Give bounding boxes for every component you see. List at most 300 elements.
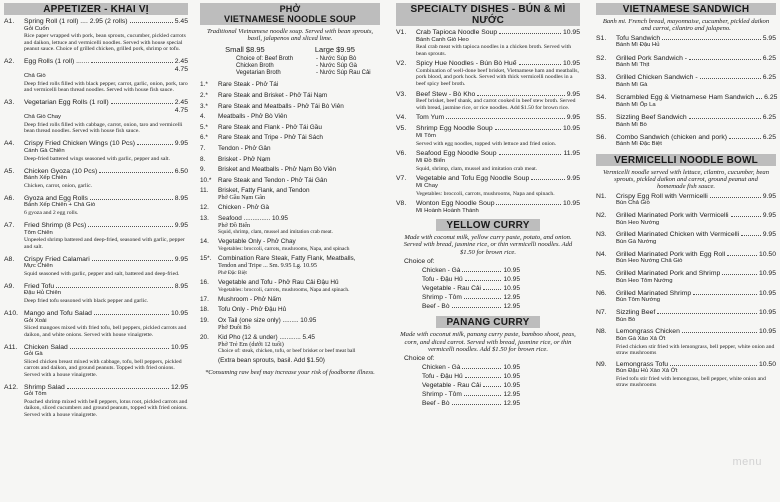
menu-item (596, 361, 776, 389)
sandwich-intro: Banh mi. French bread, mayonnaise, cucumber, pickled daikon and carrot, cilantro and jalapeno. (602, 18, 770, 33)
item-code: N5. (596, 270, 607, 278)
leader-dots (462, 368, 501, 369)
item-name-line (596, 55, 776, 63)
item-name-line (596, 361, 776, 369)
broth-option (236, 56, 380, 63)
broth-vietnamese: - Nước Súp Gà (316, 63, 357, 70)
vermicelli-list (596, 193, 776, 389)
item-name: Fried Tofu (24, 282, 55, 290)
item-name: Egg Rolls (1 roll) ....... (24, 58, 90, 65)
item-price: 6.25 (762, 113, 776, 121)
item-description: Sliced mangoes mixed with fried tofu, bell peppers, pickled carrots and daikon, and white onions. Served with house vinaigrette. (24, 325, 187, 338)
sandwich-list (596, 35, 776, 149)
item-code: V1. (396, 29, 407, 36)
item-name: Grilled Marinated Pork with Vermicelli (616, 212, 729, 220)
leader-dots (465, 280, 502, 281)
item-code: A7. (4, 221, 15, 229)
item-price: 8.95 (174, 194, 188, 202)
item-code: N1. (596, 192, 607, 200)
item-name: Sizzling Beef Sandwich (616, 113, 687, 121)
item-price: 10.95 (562, 29, 580, 36)
item-price: 6.25 (762, 133, 776, 141)
leader-dots (741, 235, 761, 236)
item-vietnamese-name: Gỏi Tôm (24, 391, 47, 398)
pho-item-vietnamese: Phở Đuôi Bò (218, 323, 251, 331)
curry-option (422, 382, 520, 390)
item-code: A12. (4, 383, 18, 391)
item-vietnamese-name: Bún Chả Giò (616, 200, 650, 207)
menu-item (596, 74, 776, 89)
pho-item-name: Combination Rare Steak, Fatty Flank, Meatballs, (218, 255, 356, 263)
item-name-line (4, 222, 188, 230)
item-name: Chicken Salad (24, 343, 68, 351)
curry-option-name: Tofu - Đậu Hủ (422, 276, 463, 284)
item-vietnamese-name: Bánh Mì Đậu Hủ (616, 42, 660, 49)
pho-item-code: 13. (200, 214, 209, 222)
item-name: Grilled Marinated Chicken with Vermicelli (616, 231, 740, 239)
pho-item-code: 14. (200, 238, 209, 246)
item-name-line (596, 212, 776, 220)
pho-item-name: Rare Steak and Brisket - Phở Tái Nạm (218, 92, 328, 100)
item-name: Shrimp Salad (24, 383, 65, 391)
curry-option-price: 10.95 (503, 382, 520, 390)
pho-item-vietnamese: Phở Đồ Biển (218, 221, 251, 229)
sandwich-title: VIETNAMESE SANDWICH (596, 3, 776, 15)
item-price: 9.95 (174, 140, 188, 148)
item-name: Beef Stew - Bò Kho (416, 90, 476, 98)
item-name-line (4, 344, 188, 352)
item-name: Grilled Marinated Pork with Egg Roll (616, 250, 726, 258)
menu-item (396, 125, 580, 147)
broth-list (236, 56, 380, 78)
item-name: Crispy Egg Roll with Vermicelli (616, 192, 708, 200)
item-code: N3. (596, 231, 607, 239)
leader-dots (130, 22, 173, 23)
appetizer-column (0, 0, 192, 502)
menu-item (596, 270, 776, 285)
item-code: A1. (4, 18, 15, 25)
curry-option-name: Beef - Bò (422, 400, 450, 408)
item-vietnamese-name: Chả Giò Chay (24, 114, 61, 121)
item-price: 6.25 (762, 54, 776, 62)
item-vietnamese-name: Bánh Xếp Chiên (24, 175, 67, 182)
item-code: N9. (596, 360, 607, 368)
item-vietnamese-name: Bánh Xếp Chiên + Chả Giò (24, 202, 96, 209)
leader-dots (94, 314, 169, 315)
pho-title-main: PHỞ (279, 4, 301, 14)
pho-item-code: 9. (200, 166, 206, 174)
item-name: Tom Yum (416, 114, 445, 122)
pho-subtitle: VIETNAMESE NOODLE SOUP (224, 14, 356, 24)
item-code: N6. (596, 289, 607, 297)
curry-option-name: Tofu - Đậu Hủ (422, 373, 463, 381)
item-code: N8. (596, 328, 607, 336)
curry-option (422, 294, 520, 302)
leader-dots (446, 118, 565, 119)
item-name: Fried Shrimp (8 Pcs) (24, 221, 87, 229)
item-vietnamese-name: Bún Bò (616, 316, 636, 323)
pho-item (200, 92, 380, 99)
appetizer-list (4, 18, 188, 418)
pho-sizes (200, 45, 380, 54)
item-price: 6.50 (174, 167, 188, 175)
appetizer-title: APPETIZER - KHAI VỊ (4, 3, 188, 15)
menu-item (4, 168, 188, 190)
curry-option-name: Shrimp - Tôm (422, 391, 462, 399)
leader-dots (682, 332, 757, 333)
item-code: A2. (4, 58, 15, 65)
item-price: 10.95 (758, 328, 776, 336)
pho-column (194, 0, 384, 502)
pho-item-name: Vegetable and Tofu - Phở Rau Cải Đậu Hủ (218, 278, 339, 286)
item-vietnamese-name: Bánh Mì Gà (616, 81, 648, 88)
leader-dots (657, 313, 757, 314)
panang-curry-options (396, 364, 580, 408)
leader-dots (693, 294, 757, 295)
menu-item (4, 58, 188, 94)
vermicelli-title: VERMICELLI NOODLE BOWL (596, 154, 776, 166)
item-description: 6 gyoza and 2 egg rolls. (24, 209, 79, 216)
item-price: 9.95 (566, 114, 580, 122)
pho-item-code: 20. (200, 333, 209, 341)
item-name-line (596, 74, 776, 82)
menu-item (396, 60, 580, 87)
pho-item (200, 279, 380, 286)
menu-item (596, 193, 776, 208)
item-name: Grilled Chicken Sandwich - (616, 74, 698, 82)
yellow-curry-title: YELLOW CURRY (436, 219, 540, 231)
pho-item-vietnamese: Tendon and Tripe ... Sm. 9.95 Lg. 10.95 (218, 262, 317, 270)
item-code: N2. (596, 212, 607, 220)
item-price: 10.95 (170, 309, 188, 317)
pho-item-vietnamese: Phở Gầu Nạm Gân (218, 194, 266, 202)
item-name-line (396, 150, 580, 158)
curry-option-price: 10.95 (503, 276, 520, 284)
menu-item (396, 114, 580, 122)
item-name-line (4, 168, 188, 176)
item-code: A6. (4, 194, 15, 202)
leader-dots (499, 154, 562, 155)
item-description: Rice paper wrapped with pork, bean sprouts, cucumber, pickled carrots and daikon, lettuce and vermicelli noodles. Served with house special peanut sauce. Choice of grilled chicken, grilled pork, shrimp or tofu. (24, 33, 186, 52)
specialty-list (396, 29, 580, 216)
menu-item (4, 256, 188, 278)
pho-item-code: 3.* (200, 102, 208, 110)
leader-dots (56, 287, 173, 288)
menu-item (596, 114, 776, 129)
item-vietnamese-name: Bánh Mì Thịt (616, 62, 650, 69)
menu-item (4, 222, 188, 250)
watermark: menu (732, 456, 762, 468)
curry-option (422, 276, 520, 284)
pho-item (200, 296, 380, 303)
pho-item-code: 6.* (200, 134, 208, 142)
pho-extra: (Extra bean sprouts, basil. Add $1.50) (218, 357, 325, 365)
menu-item (4, 99, 188, 135)
leader-dots (483, 386, 501, 387)
pho-item-name: Vegetable Only - Phở Chay (218, 238, 296, 246)
item-name-line (4, 58, 188, 66)
panang-choice-label: Choice of: (404, 355, 435, 363)
pho-item-description: Phở Đặc Biệt (218, 269, 247, 276)
item-name: Combo Sandwich (chicken and pork) (616, 133, 728, 141)
leader-dots (710, 197, 761, 198)
item-name: Seafood Egg Noodle Soup (416, 150, 497, 158)
leader-dots (700, 78, 761, 79)
item-price2-line (4, 107, 188, 115)
leader-dots (88, 226, 172, 227)
item-code: S5. (596, 113, 607, 121)
menu-item (596, 290, 776, 305)
pho-item-name: Rare Steak and Tendon - Phở Tái Gân (218, 176, 328, 184)
item-description: Squid seasoned with garlic, pepper and salt, battered and deep-fried. (24, 270, 180, 277)
item-code: S4. (596, 94, 607, 102)
leader-dots (519, 64, 561, 65)
item-price: 10.95 (758, 308, 776, 316)
pho-item-code: 15*. (200, 255, 212, 263)
item-description: Served with egg noodles, topped with lettuce and fried onion. (416, 140, 557, 147)
leader-dots (689, 118, 761, 119)
pho-item-code: 17. (200, 295, 209, 303)
pho-item-code: 16. (200, 278, 209, 286)
item-code: A5. (4, 167, 15, 175)
item-code: A10. (4, 309, 18, 317)
pho-item-name: Kid Pho (12 & under) ............ 5.45 (218, 333, 315, 341)
item-vietnamese-name: Bánh Mì Đặc Biệt (616, 141, 662, 148)
menu-item (4, 344, 188, 378)
item-price: 10.95 (758, 289, 776, 297)
item-vietnamese-name: Bún Gà Nướng (616, 239, 657, 246)
item-description: Beef brisket, beef shank, and carrot cooked in beef stew broth. Served with bread, jasmine rice, or rice noodles. Add $1.50 for brown rice. (416, 98, 576, 111)
pho-item-name: Brisket - Phở Nạm (218, 155, 271, 163)
pho-intro: Traditional Vietnamese noodle soup. Served with bean sprouts, basil, jalapenos and sliced lime. (206, 28, 374, 43)
broth-option (236, 70, 380, 77)
item-name: Sizzling Beef (616, 308, 656, 316)
curry-option-name: Chicken - Gà (422, 267, 461, 275)
menu-item (4, 140, 188, 162)
menu-item (596, 94, 776, 109)
item-price: 10.50 (758, 250, 776, 258)
leader-dots (111, 103, 173, 104)
broth-option (236, 63, 380, 70)
pho-item-code: 18. (200, 306, 209, 314)
broth-vietnamese: - Nước Súp Bò (316, 55, 357, 62)
item-name: Vegetable and Tofu Egg Noodle Soup (416, 175, 530, 183)
menu-item (596, 231, 776, 246)
pho-item-description: Vegetables: broccoli, carrots, mushrooms, Napa, and spinach (218, 246, 350, 253)
item-description: Fried chicken stir fried with lemongrass, bell pepper, white onion and straw mushrooms (616, 343, 775, 356)
item-vietnamese-name: Chả Giò (24, 73, 46, 80)
curry-option (422, 285, 520, 293)
pho-item-code: 5.* (200, 123, 208, 131)
item-vietnamese-name: Bún Gà Xào Xả Ớt (616, 335, 666, 342)
menu-item (396, 200, 580, 215)
item-code: V2. (396, 60, 407, 68)
curry-option (422, 400, 520, 408)
pho-item-description: Squid, shrimp, clam, mussel and imitation crab meat. (218, 229, 333, 236)
pho-item-code: 12. (200, 204, 209, 212)
item-name: Crab Tapioca Noodle Soup (416, 29, 498, 36)
curry-option-name: Shrimp - Tôm (422, 294, 462, 302)
item-name: Wonton Egg Noodle Soup (416, 200, 495, 208)
leader-dots (70, 348, 169, 349)
pho-item-name: Rare Steak and Flank - Phở Tái Gầu (218, 123, 322, 131)
item-description: Deep fried rolls filled with cabbage, carrot, onion, taro and vermicelli bean thread noodles. Served with house fish sauce. (24, 121, 183, 135)
pho-item-name: Brisket, Fatty Flank, and Tendon (218, 187, 310, 195)
item-name-line (396, 60, 580, 68)
item-name: Spring Roll (1 roll) .... 2.95 (2 rolls) (24, 18, 128, 25)
item-name-line (596, 251, 776, 259)
leader-dots (483, 289, 501, 290)
leader-dots (722, 274, 757, 275)
item-name-line (596, 134, 776, 142)
curry-option-price: 10.95 (503, 285, 520, 293)
menu-item (596, 55, 776, 70)
leader-dots (99, 172, 172, 173)
menu-item (596, 328, 776, 356)
leader-dots (531, 179, 565, 180)
item-price: 9.95 (762, 231, 776, 239)
curry-option-price: 10.95 (503, 267, 520, 275)
curry-option-price: 12.95 (503, 294, 520, 302)
pho-item (200, 103, 380, 110)
panang-curry-intro: Made with coconut milk, panang curry paste, bamboo shoot, peas, corn, and diced carrot. Served with bread, jasmine rice, or thin vermicelli noodles. Add $1.50 for brown rice. (400, 331, 576, 353)
item-vietnamese-name: Mì Đồ Biển (416, 157, 446, 164)
pho-item-code: 2.* (200, 92, 208, 100)
pho-item-name: Tendon - Phở Gân (218, 144, 271, 152)
item-vietnamese-name: Bún Tôm Nướng (616, 297, 661, 304)
pho-item-name: Tofu Only - Phở Đậu Hủ (218, 306, 287, 314)
item-code: V6. (396, 150, 407, 158)
item-name-line (4, 99, 188, 107)
item-vietnamese-name: Bánh Mì Ốp La (616, 101, 656, 108)
pho-item-code: 8. (200, 155, 206, 163)
item-name: Vegetarian Egg Rolls (1 roll) (24, 99, 109, 107)
leader-dots (496, 204, 561, 205)
item-code: S3. (596, 74, 607, 82)
item-vietnamese-name: Bún Heo Nướng Chả Giò (616, 258, 683, 265)
pho-item-name: Rare Steak and Tripe - Phở Tái Sách (218, 134, 323, 142)
leader-dots (731, 216, 761, 217)
curry-option-price: 12.95 (503, 303, 520, 311)
item-code: A9. (4, 282, 15, 290)
item-price: 10.95 (758, 270, 776, 278)
item-vietnamese-name: Mì Chay (416, 182, 438, 189)
curry-option (422, 364, 520, 372)
item-price2-line (4, 66, 188, 74)
item-code: S6. (596, 133, 607, 141)
pho-item-description: Vegetables: broccoli, carrots, mushrooms, Napa and spinach. (218, 286, 350, 293)
menu-item (4, 195, 188, 217)
menu-item (596, 134, 776, 149)
item-price: 5.45 (174, 18, 188, 25)
item-name-line (596, 290, 776, 298)
item-vietnamese-name: Mực Chiên (24, 263, 53, 270)
item-price: 9.95 (566, 175, 580, 183)
item-description: Poached shrimp mixed with bell peppers, lotus root, pickled carrots and daikon, sliced cucumbers and ground peanuts, topped with fried onions. Served with a house vinaigrette. (24, 398, 188, 418)
pho-item (200, 134, 380, 141)
menu-item (396, 175, 580, 197)
item-name: Mango and Tofu Salad (24, 309, 92, 317)
curry-option (422, 303, 520, 311)
item-name-line (396, 125, 580, 133)
item-vietnamese-name: Đậu Hủ Chiên (24, 290, 62, 297)
curry-option-name: Beef - Bò (422, 303, 450, 311)
item-code: A3. (4, 99, 15, 107)
item-description: Sliced chicken breast mixed with cabbage, tofu, bell peppers, pickled carrots and daikon, and ground peanuts. Topped with fried onions. Served with a house vinaigrette. (24, 358, 182, 378)
item-name-line (4, 256, 188, 264)
yellow-curry-intro: Made with coconut milk, yellow curry paste, potato, and onion. Served with bread, jasmine rice, or thin vermicelli noodles. Add $1.50 for brown rice. (403, 233, 573, 256)
item-price: 5.95 (762, 34, 776, 42)
menu-item (396, 150, 580, 172)
menu-item (4, 384, 188, 418)
pho-large-price: Large $9.95 (314, 44, 355, 54)
pho-item-name: Chicken - Phở Gà (218, 204, 270, 212)
item-name-line (396, 200, 580, 208)
leader-dots (91, 62, 172, 63)
item-code: V8. (396, 200, 407, 208)
item-description: Fried tofu stir fried with lemongrass, bell pepper, white onion and straw mushrooms (616, 375, 766, 389)
menu-item (4, 283, 188, 305)
item-price: 9.95 (762, 192, 776, 200)
leader-dots (90, 199, 173, 200)
broth-english: Choice of: Beef Broth (236, 55, 294, 62)
broth-english: Chicken Broth (236, 63, 274, 70)
leader-dots (729, 138, 761, 139)
leader-dots (67, 388, 169, 389)
curry-option-price: 10.95 (503, 373, 520, 381)
pho-item-code: 19. (200, 316, 209, 324)
item-vietnamese-name: Bánh Canh Giò Heo (416, 36, 469, 43)
item-price: 2.45 (174, 58, 188, 65)
curry-option (422, 373, 520, 381)
pho-item (200, 81, 380, 88)
specialty-column (390, 0, 586, 502)
item-name-line (4, 384, 188, 392)
item-code: V7. (396, 175, 407, 183)
item-vietnamese-name: Bún Heo Tôm Nướng (616, 277, 673, 284)
item-price: 8.95 (174, 282, 188, 290)
item-name-line (596, 328, 776, 336)
item-name: Lemongrass Tofu (616, 360, 669, 368)
leader-dots (452, 307, 502, 308)
item-description: Chicken, carrot, onion, garlic. (24, 182, 93, 189)
leader-dots (662, 39, 761, 40)
pho-item (200, 113, 380, 120)
pho-item-code: 10.* (200, 176, 212, 184)
pho-item (200, 204, 380, 211)
leader-dots (670, 365, 757, 366)
leader-dots (92, 260, 173, 261)
menu-item (4, 310, 188, 338)
item-name-line (396, 114, 580, 122)
pho-item-description: Choice of: steak, chicken, tofu, or beef brisket or beef meat ball (218, 348, 356, 355)
item-price: 6.25 (764, 94, 778, 102)
item-price: 6.25 (762, 74, 776, 82)
item-vietnamese-name: Bánh Mì Bò (616, 121, 647, 128)
item-code: V4. (396, 114, 407, 122)
leader-dots (465, 377, 502, 378)
pho-item (200, 156, 380, 163)
leader-dots (137, 144, 173, 145)
item-code: V5. (396, 125, 407, 133)
item-price: 10.50 (758, 360, 776, 368)
pho-item-name: Mushroom - Phở Nấm (218, 295, 282, 303)
item-name-line (596, 114, 776, 122)
item-name-line (596, 270, 776, 278)
item-vietnamese-name: Mì Tôm (416, 132, 436, 139)
item-name-line (4, 310, 188, 318)
item-code: N7. (596, 308, 607, 316)
